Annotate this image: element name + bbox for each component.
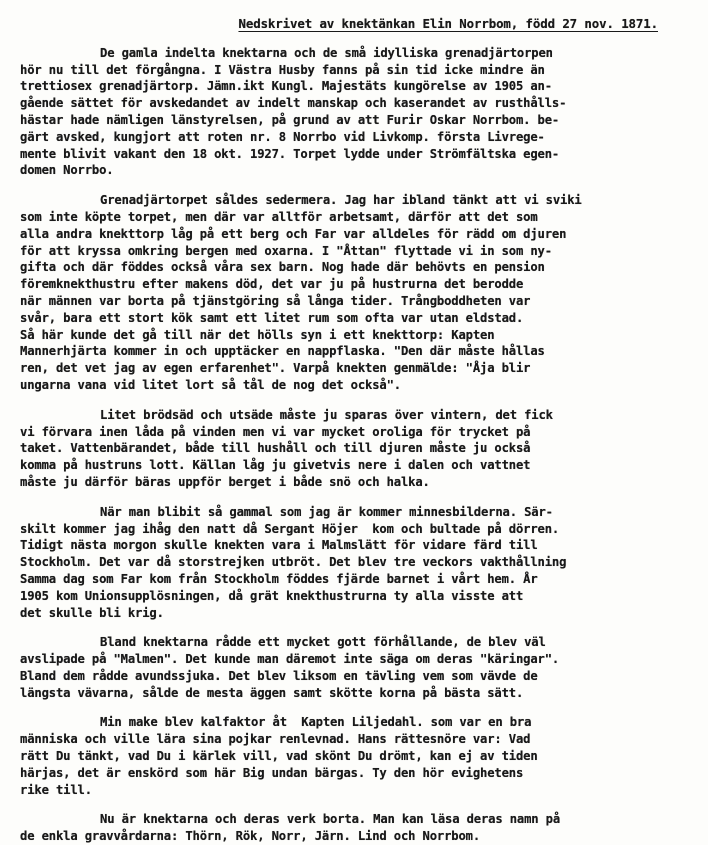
text-line: ren, det vet jag av egen erfarenhet". Varpå knekten genmälde: "Åja blir	[20, 361, 531, 376]
text-line: Stockholm. Det var då storstrejken utbröt. Det blev tre veckors vakthållning	[20, 555, 567, 570]
text-line: som inte köpte torpet, men där var alltför arbetsamt, därför att det som	[20, 209, 538, 224]
text-line: rätt Du tänkt, vad Du i kärlek vill, vad skönt Du drömt, kan ej av tiden	[20, 749, 538, 764]
text-line: längsta vävarna, sålde de mesta äggen samt skötte korna på bästa sätt.	[20, 685, 524, 700]
text-line: mente blivit vakant den 18 okt. 1927. Torpet lydde under Strömfältska egen-	[20, 146, 560, 161]
document-body	[20, 45, 688, 845]
text-line: härjas, det är enskörd som här Big undan bärgas. Ty den hör evighetens	[20, 765, 524, 780]
text-line: Samma dag som Far kom från Stockholm föddes fjärde barnet i vårt hem. År	[20, 571, 538, 586]
text-line: för att kryssa omkring bergen med oxarna. I "Åttan" flyttade vi in som ny-	[20, 243, 552, 258]
text-line: Så här kunde det gå till när det hölls syn i ett knekttorp: Kapten	[20, 327, 495, 342]
text-line: 1905 kom Unionsupplösningen, då grät knekthustrurna ty alla visste att	[20, 588, 524, 603]
text-line: föremknekthustru efter makens död, det var ju på hustrurna det berodde	[20, 277, 524, 292]
text-line: taket. Vattenbärandet, både till hushåll och till djuren måste ju också	[20, 441, 531, 456]
text-line: domen Norrbo.	[20, 163, 114, 178]
text-line: Grenadjärtorpet såldes sedermera. Jag har ibland tänkt att vi sviki	[100, 193, 582, 208]
text-line: Litet brödsäd och utsäde måste ju sparas över vintern, det fick	[100, 407, 553, 422]
paragraph	[20, 811, 688, 845]
text-line: hör nu till det förgångna. I Västra Husby fanns på sin tid icke mindre än	[20, 62, 545, 77]
text-line: Min make blev kalfaktor åt Kapten Liljedahl. som var en bra	[100, 715, 532, 730]
document-title: Nedskrivet av knektänkan Elin Norrbom, född 27 nov. 1871.	[238, 16, 658, 31]
text-line: de enkla gravvårdarna: Thörn, Rök, Norr, Järn. Lind och Norrbom.	[20, 829, 480, 844]
text-line: alla andra knekttorp låg på ett berg och Far var alldeles för rädd om djuren	[20, 226, 567, 241]
text-line: trettiosex grenadjärtorp. Jämn.ikt Kungl. Majestäts kungörelse av 1905 an-	[20, 79, 552, 94]
text-line: De gamla indelta knektarna och de små idylliska grenadjärtorpen	[100, 45, 553, 60]
text-line: svår, bara ett stort kök samt ett litet rum som ofta var utan eldstad.	[20, 310, 524, 325]
paragraph	[20, 407, 688, 491]
paragraph	[20, 192, 688, 394]
text-line: Tidigt nästa morgon skulle knekten vara i Malmslätt för vidare färd till	[20, 538, 538, 553]
text-line: Bland knektarna rådde ett mycket gott förhållande, de blev väl	[100, 635, 546, 650]
text-line: vi förvara inen låda på vinden men vi var mycket oroliga för trycket på	[20, 424, 531, 439]
text-line: Bland dem rådde avundssjuka. Det blev liksom en tävling vem som vävde de	[20, 668, 538, 683]
text-line: människa och ville lära sina pojkar renlevnad. Hans rättesnöre var: Vad	[20, 732, 531, 747]
text-line: komma på hustruns lott. Källan låg ju givetvis nere i dalen och vattnet	[20, 458, 531, 473]
text-line: gående sättet för avskedandet av indelt manskap och kaserandet av rusthålls-	[20, 96, 567, 111]
title-row	[20, 16, 688, 33]
text-line: skilt kommer jag ihåg den natt då Sergant Höjer kom och bultade på dörren.	[20, 521, 560, 536]
text-line: hästar hade nämligen länstyrelsen, på grund av att Furir Oskar Norrbom. be-	[20, 112, 560, 127]
text-line: när männen var borta på tjänstgöring så långa tider. Trångboddheten var	[20, 293, 531, 308]
text-line: det skulle bli krig.	[20, 605, 164, 620]
paragraph	[20, 45, 688, 179]
text-line: gärt avsked, kungjort att roten nr. 8 Norrbo vid Livkomp. första Livrege-	[20, 129, 545, 144]
text-line: måste ju därför bäras uppför berget i både snö och halka.	[20, 474, 430, 489]
text-line: avslipade på "Malmen". Det kunde man däremot inte säga om deras "käringar".	[20, 652, 560, 667]
text-line: ungarna vana vid litet lort så tål de nog det också".	[20, 377, 401, 392]
text-line: Mannerhjärta kommer in och upptäcker en nappflaska. "Den där måste hållas	[20, 344, 545, 359]
text-line: När man blibit så gammal som jag är kommer minnesbilderna. Sär-	[100, 504, 553, 519]
paragraph	[20, 504, 688, 622]
paragraph	[20, 714, 688, 798]
paragraph	[20, 634, 688, 701]
text-line: Nu är knektarna och deras verk borta. Man kan läsa deras namn på	[100, 812, 560, 827]
text-line: gifta och där föddes också våra sex barn. Nog hade där behövts en pension	[20, 260, 545, 275]
text-line: rike till.	[20, 782, 92, 797]
